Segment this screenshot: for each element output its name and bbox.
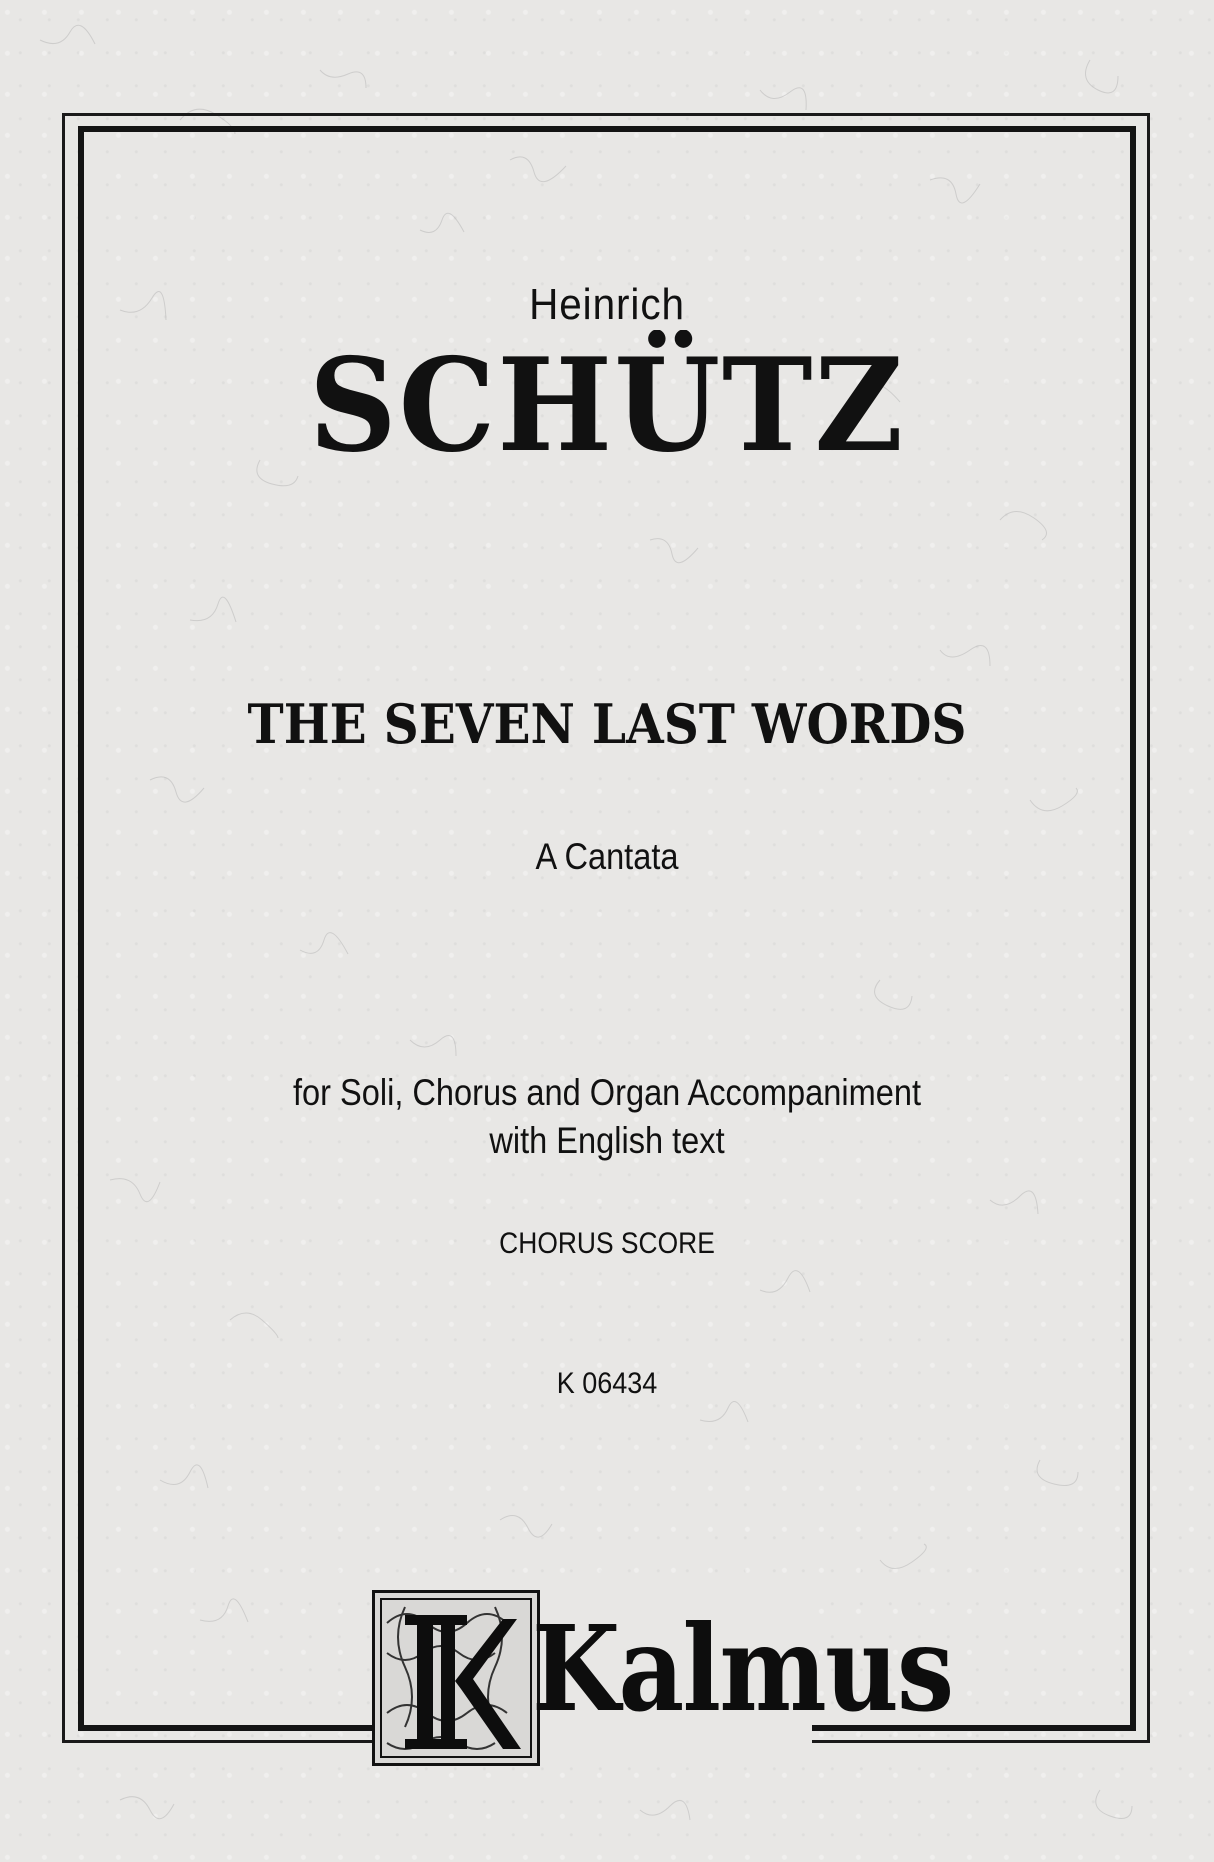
score-type: CHORUS SCORE bbox=[499, 1227, 715, 1260]
composer-first-name: Heinrich bbox=[529, 280, 685, 329]
work-subtitle: A Cantata bbox=[535, 836, 679, 877]
composer-last-name: SCHÜTZ bbox=[308, 331, 906, 481]
catalog-number: K 06434 bbox=[556, 1367, 658, 1400]
instrumentation-line-2: with English text bbox=[489, 1120, 725, 1161]
instrumentation-line-1: for Soli, Chorus and Organ Accompaniment bbox=[292, 1072, 922, 1113]
publisher-logo bbox=[372, 1590, 953, 1766]
kalmus-ornate-k-logo-icon bbox=[372, 1590, 540, 1766]
publisher-name: Kalmus bbox=[532, 1599, 953, 1738]
work-title: THE SEVEN LAST WORDS bbox=[247, 692, 967, 756]
